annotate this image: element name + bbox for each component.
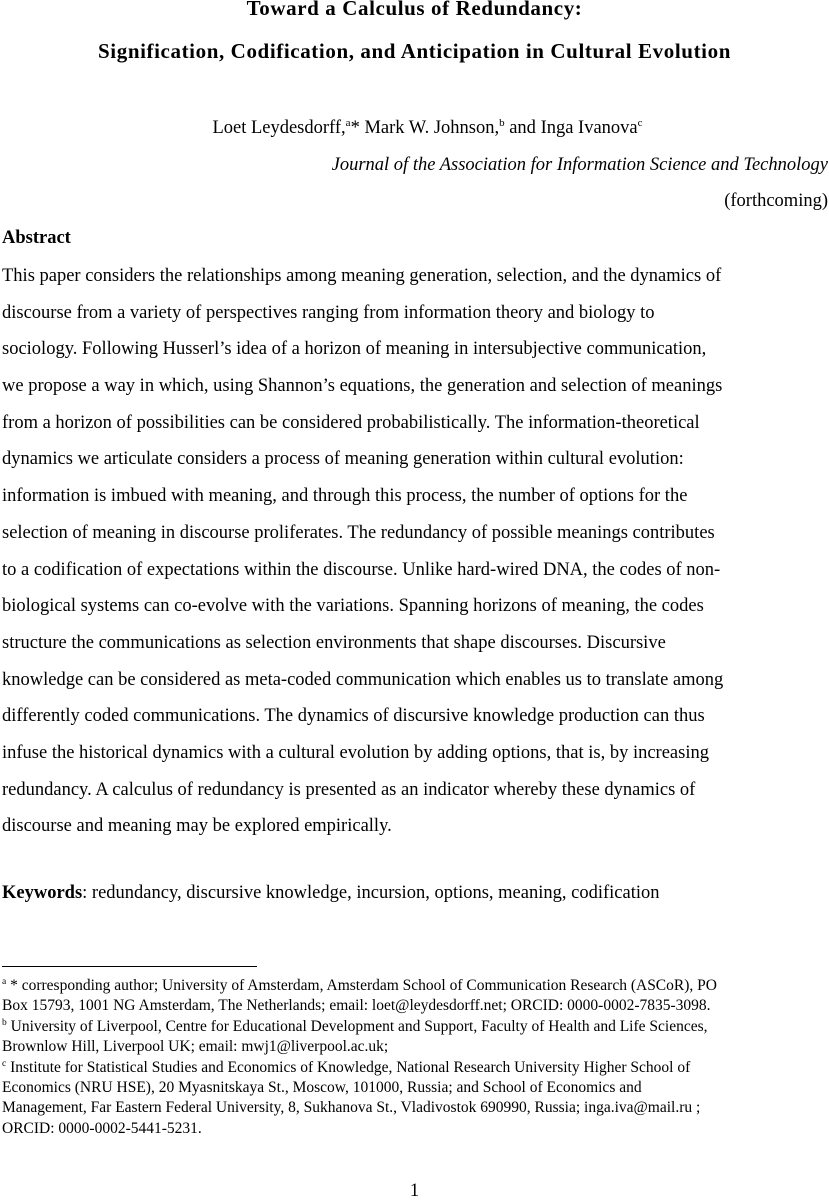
abstract-line: from a horizon of possibilities can be considered probabilistically. The information-theoretical (2, 412, 700, 433)
title-line-2: Signification, Codification, and Anticipation in Cultural Evolution (98, 39, 731, 63)
abstract-line: selection of meaning in discourse proliferates. The redundancy of possible meanings contributes (2, 522, 715, 543)
abstract-line: sociology. Following Husserl’s idea of a horizon of meaning in intersubjective communication, (2, 339, 707, 360)
footnote-c-line: Management, Far Eastern Federal University, 8, Sukhanova St., Vladivostok 690990, Russia; inga.iva@mail.ru ; (2, 1099, 701, 1117)
affiliation-mark-c: c (637, 117, 643, 129)
keywords-label: Keywords (2, 883, 83, 903)
abstract-heading: Abstract (2, 228, 71, 248)
affiliation-mark-a: a (345, 117, 351, 129)
author-joiner: and (504, 118, 541, 138)
footnote-a-text: * corresponding author; University of Amsterdam, Amsterdam School of Communication Research (ASCoR), PO (6, 977, 717, 994)
journal-name: Journal of the Association for Information Science and Technology (331, 155, 828, 175)
author-ivanova: Inga Ivanova (540, 118, 638, 138)
affiliation-mark-b: b (499, 117, 505, 129)
footnote-separator (2, 966, 257, 967)
footnote-c-line (2, 1058, 829, 1078)
abstract-line: differently coded communications. The dynamics of discursive knowledge production can thus (2, 706, 705, 727)
footnote-c-text: Institute for Statistical Studies and Economics of Knowledge, National Research University Higher School of (6, 1058, 691, 1076)
abstract-line: information is imbued with meaning, and through this process, the number of options for the (2, 486, 688, 507)
footnote-mark-b: b (2, 1017, 7, 1028)
abstract-line: This paper considers the relationships among meaning generation, selection, and the dynamics of (2, 266, 722, 286)
footnote-b-text: University of Liverpool, Centre for Educational Development and Support, Faculty of Health and Life Sciences, (6, 1017, 708, 1035)
title-line-1: Toward a Calculus of Redundancy: (246, 0, 583, 20)
author-leydesdorff: Loet Leydesdorff, (212, 118, 346, 138)
footnote-mark-a: a (2, 977, 7, 987)
abstract-line: we propose a way in which, using Shannon’s equations, the generation and selection of meanings (2, 376, 723, 397)
abstract-line: discourse and meaning may be explored empirically. (2, 816, 392, 837)
abstract-line: redundancy. A calculus of redundancy is presented as an indicator whereby these dynamics of (2, 779, 696, 800)
footnote-c-line: Economics (NRU HSE), 20 Myasnitskaya St., Moscow, 101000, Russia; and School of Economics and (2, 1078, 642, 1096)
author-johnson: Mark W. Johnson, (364, 118, 500, 138)
footnote-a-line: Box 15793, 1001 NG Amsterdam, The Netherlands; email: loet@leydesdorff.net; ORCID: 0000-0002-7835-3098. (2, 997, 711, 1015)
author-list (0, 118, 829, 139)
footnotes (2, 976, 829, 1139)
footnote-c-line: ORCID: 0000-0002-5441-5231. (2, 1119, 202, 1137)
corresponding-author-star: * (350, 118, 365, 138)
abstract-body (2, 258, 829, 845)
keywords-list: : redundancy, discursive knowledge, incursion, options, meaning, codification (82, 883, 660, 903)
abstract-line: biological systems can co-evolve with the variations. Spanning horizons of meaning, the codes (2, 596, 704, 617)
abstract-line: dynamics we articulate considers a process of meaning generation within cultural evolution: (2, 449, 684, 470)
abstract-line: structure the communications as selection environments that shape discourses. Discursive (2, 632, 666, 653)
footnote-b-line (2, 1017, 829, 1037)
abstract-line: to a codification of expectations within the discourse. Unlike hard-wired DNA, the codes of non- (2, 559, 721, 580)
publication-status: (forthcoming) (724, 191, 828, 211)
keywords (2, 883, 659, 904)
page-number: 1 (409, 1181, 420, 1201)
abstract-line: infuse the historical dynamics with a cultural evolution by adding options, that is, by increasing (2, 742, 709, 763)
abstract-line: discourse from a variety of perspectives ranging from information theory and biology to (2, 302, 655, 323)
abstract-line: knowledge can be considered as meta-coded communication which enables us to translate among (2, 669, 724, 690)
footnote-mark-c: c (2, 1058, 7, 1069)
footnote-b-line: Brownlow Hill, Liverpool UK; email: mwj1@liverpool.ac.uk; (2, 1038, 389, 1056)
footnote-a-line (2, 976, 829, 996)
